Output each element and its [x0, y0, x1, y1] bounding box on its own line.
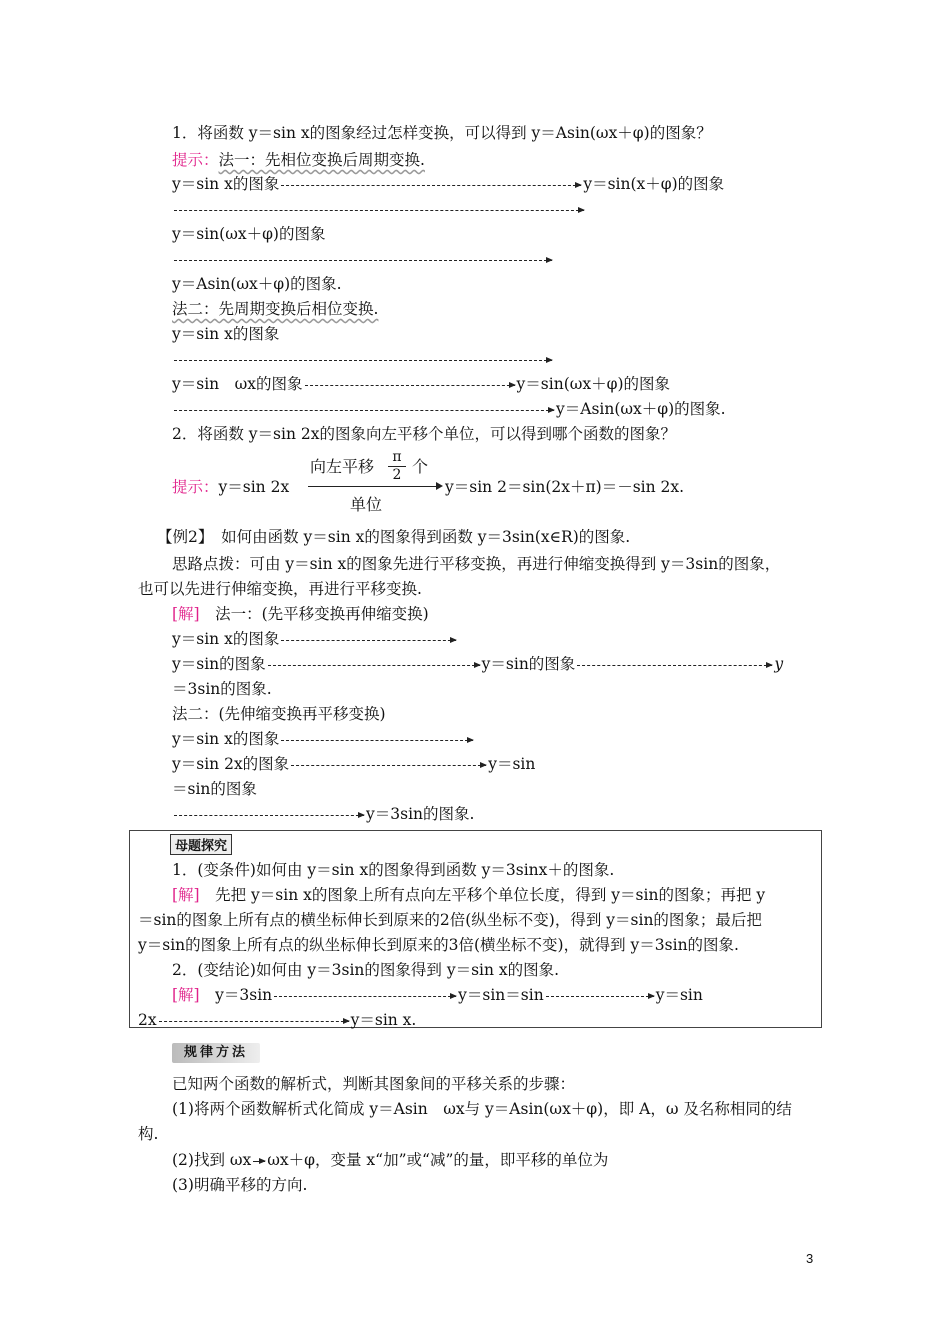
ex2-m1-line1	[172, 629, 458, 649]
method-step1a: (1)将两个函数解析式化简成 y＝Asin ωx与 y＝Asin(ωx＋φ)，即 A，ω 及名称相同的结	[172, 1100, 792, 1118]
q1-m1-line2	[172, 199, 586, 219]
expr: y＝sin的图象	[481, 655, 576, 673]
page-number: 3	[806, 1251, 814, 1266]
expr: (2)找到 ωx	[172, 1151, 252, 1169]
expr: y＝sin 2x的图象	[172, 755, 290, 773]
two-denominator: 2	[392, 467, 402, 483]
q2-stem: 2．将函数 y＝sin 2x的图象向左平移个单位，可以得到哪个函数的图象？	[172, 425, 676, 443]
q1-m1-line3: y＝sin(ωx＋φ)的图象	[172, 225, 326, 243]
box-p2-sol1	[172, 985, 703, 1005]
q1-m1-line1	[172, 174, 724, 194]
box-p2-sol2	[138, 1010, 416, 1030]
q1-m2-line1: y＝sin x的图象	[172, 325, 280, 343]
q2-rhs: y＝sin 2＝sin(2x＋π)＝－sin 2x.	[445, 478, 685, 496]
dashed-arrow	[281, 185, 581, 186]
q1-method2-title: 法二：先周期变换后相位变换.	[172, 300, 379, 318]
expr: y＝3sin的图象.	[366, 805, 475, 823]
solution-label: [解]	[172, 886, 200, 904]
expr: y＝sin ωx的图象	[172, 375, 303, 393]
expr: y＝Asin(ωx＋φ)的图象.	[556, 400, 726, 418]
expr: y＝sin x的图象	[172, 630, 280, 648]
expr: 2x	[138, 1011, 157, 1029]
ex2-m2-line4	[172, 804, 474, 824]
expr: ωx＋φ，变量 x“加”或“减”的量，即平移的单位为	[267, 1151, 609, 1169]
method-step3: (3)明确平移的方向.	[172, 1176, 308, 1194]
q1-m2-line4	[172, 399, 726, 419]
dashed-arrow	[546, 996, 654, 997]
q2-hint-line	[172, 477, 289, 497]
expr: y＝sin x.	[350, 1011, 417, 1029]
method-intro: 已知两个函数的解析式，判断其图象间的平移关系的步骤：	[172, 1075, 576, 1093]
expr: y＝sin x的图象	[172, 175, 280, 193]
box-p2: 2．(变结论)如何由 y＝3sin的图象得到 y＝sin x的图象.	[172, 961, 560, 979]
example2-think-1: 思路点拨：可由 y＝sin x的图象先进行平移变换，再进行伸缩变换得到 y＝3sin的图象，	[172, 555, 781, 573]
dashed-arrow	[159, 1021, 349, 1022]
arrow-under-text: 单位	[350, 495, 383, 514]
box-p1-sol1	[172, 885, 765, 905]
q1-hint-line	[172, 150, 425, 170]
dashed-arrow	[291, 765, 486, 766]
pi-numerator: π	[388, 449, 406, 467]
arrow-over-suffix: 个	[412, 457, 429, 476]
ex2-m2-line3: ＝sin的图象	[172, 780, 257, 798]
expr: 先把 y＝sin x的图象上所有点向左平移个单位长度，得到 y＝sin的图象；再把 y	[215, 886, 766, 904]
dashed-arrow	[174, 815, 364, 816]
q1-stem: 1．将函数 y＝sin x的图象经过怎样变换，可以得到 y＝Asin(ωx＋φ)的图象？	[172, 124, 712, 142]
ex2-m2-title: 法二：(先伸缩变换再平移变换)	[172, 705, 386, 723]
ex2-m2-line1	[172, 729, 475, 749]
small-arrow	[253, 1161, 265, 1162]
q1-m2-line3	[172, 374, 670, 394]
long-arrow	[308, 486, 438, 487]
box-p1-sol2: ＝sin的图象上所有点的横坐标伸长到原来的2倍(纵坐标不变)，得到 y＝sin的图象；最后把	[138, 911, 762, 929]
method-step2	[172, 1150, 608, 1170]
expr: y＝sin(ωx＋φ)的图象	[516, 375, 671, 393]
expr: y＝sin	[488, 755, 536, 773]
q1-method1-title: 法一：先相位变换后周期变换.	[218, 151, 425, 169]
expr: y＝sin＝sin	[458, 986, 544, 1004]
hint-label: 提示：	[172, 151, 219, 169]
transform-arrow-annotation	[308, 449, 443, 515]
arrow-head	[436, 482, 443, 490]
exploration-tag: 母题探究	[170, 834, 232, 855]
expr: y＝sin(x＋φ)的图象	[583, 175, 725, 193]
q1-m1-line4	[172, 249, 554, 269]
box-p1: 1．(变条件)如何由 y＝sin x的图象得到函数 y＝3sinx＋的图象.	[172, 861, 615, 879]
dashed-arrow	[305, 385, 515, 386]
method-step1b: 构.	[138, 1125, 159, 1143]
expr: y＝sin的图象	[172, 655, 266, 673]
dashed-arrow	[281, 740, 473, 741]
box-p1-sol3: y＝sin的图象上所有点的纵坐标伸长到原来的3倍(横坐标不变)，就得到 y＝3sin的图象.	[138, 936, 739, 954]
ex2-m1-line2	[172, 654, 783, 674]
dashed-arrow	[281, 640, 456, 641]
dashed-arrow	[174, 410, 554, 411]
hint-label: 提示：	[172, 478, 219, 496]
dashed-arrow	[577, 665, 772, 666]
expr: y＝sin	[655, 986, 703, 1004]
q1-m2-line2	[172, 349, 554, 369]
expr: 法一：(先平移变换再伸缩变换)	[215, 605, 429, 623]
example2-sol-line	[172, 604, 429, 624]
ex2-m1-line3: ＝3sin的图象.	[172, 680, 272, 698]
ex2-m2-line2	[172, 754, 535, 774]
dashed-arrow	[174, 360, 552, 361]
arrow-over-text: 向左平移	[310, 457, 375, 476]
solution-label: [解]	[172, 605, 200, 623]
dashed-arrow	[268, 665, 480, 666]
example2-think-2: 也可以先进行伸缩变换，再进行平移变换.	[138, 580, 422, 598]
solution-label: [解]	[172, 986, 200, 1004]
example2-stem: 【例2】 如何由函数 y＝sin x的图象得到函数 y＝3sin(x∈R)的图象.	[157, 528, 631, 546]
expr: y＝3sin	[215, 986, 273, 1004]
method-banner: 规律方法	[172, 1043, 260, 1063]
dashed-arrow	[174, 260, 552, 261]
dashed-arrow	[274, 996, 456, 997]
expr: y＝sin 2x	[218, 478, 290, 496]
dashed-arrow	[174, 210, 584, 211]
expr: y	[774, 655, 784, 673]
q1-m1-line5: y＝Asin(ωx＋φ)的图象.	[172, 275, 342, 293]
expr: y＝sin x的图象	[172, 730, 280, 748]
